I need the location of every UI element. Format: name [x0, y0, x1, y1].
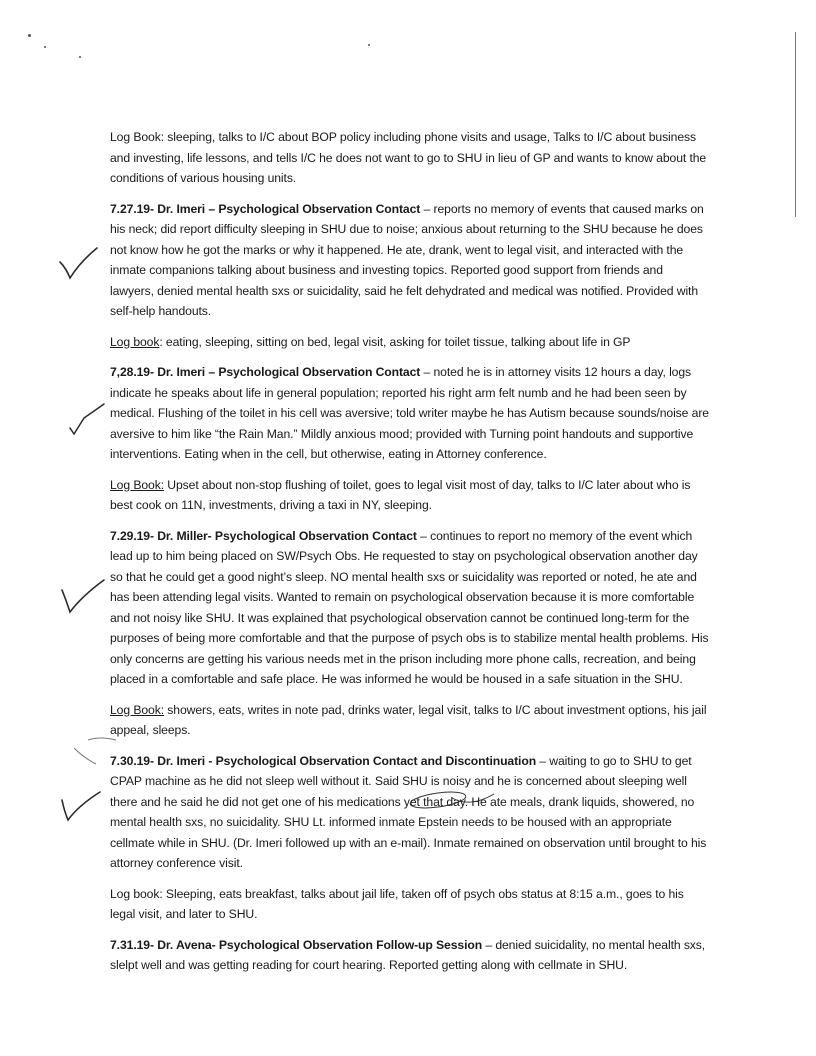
- contact-entry-7-30: [110, 751, 710, 874]
- scan-speck: [368, 44, 370, 46]
- entry-title: Dr. Miller- Psychological Observation Contact: [153, 528, 417, 543]
- contact-entry-7-29: [110, 526, 710, 690]
- log-text: Upset about non-stop flushing of toilet, goes to legal visit most of day, talks to I/C later about who is best cook on 11N, investments, driving a taxi in NY, sleeping.: [110, 477, 691, 512]
- entry-title: Dr. Avena- Psychological Observation Follow-up Session: [153, 937, 483, 952]
- entry-date: 7.29.19-: [110, 528, 154, 543]
- checkmark-7-27: [60, 248, 97, 278]
- log-text: showers, eats, writes in note pad, drinks water, legal visit, talks to I/C about investment options, his jail appeal, sleeps.: [110, 702, 707, 737]
- entry-date: 7.30.19-: [110, 753, 154, 768]
- log-text: Sleeping, eats breakfast, talks about jail life, taken off of psych obs status at 8:15 a.m., goes to his legal visit, and later to SHU.: [110, 886, 684, 921]
- entry-date: 7.27.19-: [110, 201, 154, 216]
- entry-date: 7,28.19-: [110, 365, 154, 379]
- entry-title: Dr. Imeri - Psychological Observation Contact and Discontinuation: [153, 753, 537, 768]
- log-label: Log Book:: [110, 702, 164, 717]
- entry-text: – waiting to go to SHU to get CPAP machine as he did not sleep well without it. Said SHU is noisy and he is concerned about sleeping well there and he said he did not get one of his medications yet that day. He ate meals, drank liquids, showered, no mental health sxs, no suicidality. SHU Lt. informed inmate Epstein needs to be housed with an appropriate cellmate while in SHU. (Dr. Imeri followed up with an e-mail). Inmate remained on observation until brought to his attorney conference visit.: [110, 753, 707, 870]
- entry-date: 7.31.19-: [110, 937, 154, 952]
- log-entry-5: [110, 884, 710, 925]
- log-entry-4: [110, 700, 710, 741]
- contact-entry-7-31: [110, 935, 710, 976]
- entry-text: – continues to report no memory of the event which lead up to him being placed on SW/Psych Obs. He requested to stay on psychological observation another day so that he could get a good night’s sleep. NO mental health sxs or suicidality was reported or noted, he ate and has been attending legal visits. Wanted to remain on psychological observation because it is more comfortable and not noisy like SHU. It was explained that psychological observation cannot be continued long-term for the purposes of being more comfortable and that the purpose of psych obs is to stabilize mental health problems. His only concerns are getting his various needs met in the prison including more phone calls, recreation, and being placed in a comfortable and safe place. He was informed he would be housed in a safe situation in the SHU.: [110, 528, 709, 686]
- entry-title: Dr. Imeri – Psychological Observation Contact: [153, 201, 421, 216]
- contact-entry-7-28: [110, 362, 710, 465]
- log-entry-2: [110, 332, 710, 353]
- checkmark-7-30: [62, 792, 100, 820]
- scan-speck: [79, 56, 81, 58]
- entry-title: Dr. Imeri – Psychological Observation Contact: [153, 365, 421, 379]
- entry-text: – noted he is in attorney visits 12 hours a day, logs indicate he speaks about life in general population; reported his right arm felt numb and he had been seen by medical. Flushing of the toilet in his cell was aversive; told writer maybe he has Autism because sounds/noise are aversive to him like “the Rain Man.” Mildly anxious mood; provided with Turning point handouts and supportive interventions. Eating when in the cell, but otherwise, eating in Attorney conference.: [110, 365, 709, 461]
- page-edge-line: [795, 32, 796, 217]
- log-label: Log Book:: [110, 477, 164, 492]
- checkmark-7-29: [62, 580, 104, 612]
- scan-speck: [28, 34, 31, 37]
- pencil-arc: [74, 748, 96, 764]
- log-label: Log Book:: [110, 130, 164, 144]
- scan-speck: [44, 46, 46, 48]
- log-label: Log book: [110, 334, 160, 349]
- contact-entry-7-27: [110, 199, 710, 322]
- document-body: [110, 127, 710, 986]
- log-text: : eating, sleeping, sitting on bed, legal visit, asking for toilet tissue, talking about life in GP: [159, 334, 631, 349]
- entry-text: – denied suicidality, no mental health sxs, slelpt well and was getting reading for court hearing. Reported getting along with cellmate in SHU.: [110, 937, 706, 972]
- log-text: sleeping, talks to I/C about BOP policy including phone visits and usage, Talks to I/C about business and investing, life lessons, and tells I/C he does not want to go to SHU in lieu of GP and wants to know about the conditions of various housing units.: [110, 130, 707, 185]
- log-entry-3: [110, 475, 710, 516]
- log-label: Log book:: [110, 886, 163, 901]
- log-entry-1: [110, 127, 710, 189]
- checkmark-7-28: [70, 404, 104, 434]
- entry-text: – reports no memory of events that caused marks on his neck; did report difficulty sleeping in SHU due to noise; anxious about returning to the SHU because he does not know how he got the marks or why it happened. He ate, drank, went to legal visit, and interacted with the inmate companions talking about business and investing topics. Reported good support from friends and lawyers, denied mental health sxs or suicidality, said he felt dehydrated and medical was notified. Provided with self-help handouts.: [110, 201, 704, 318]
